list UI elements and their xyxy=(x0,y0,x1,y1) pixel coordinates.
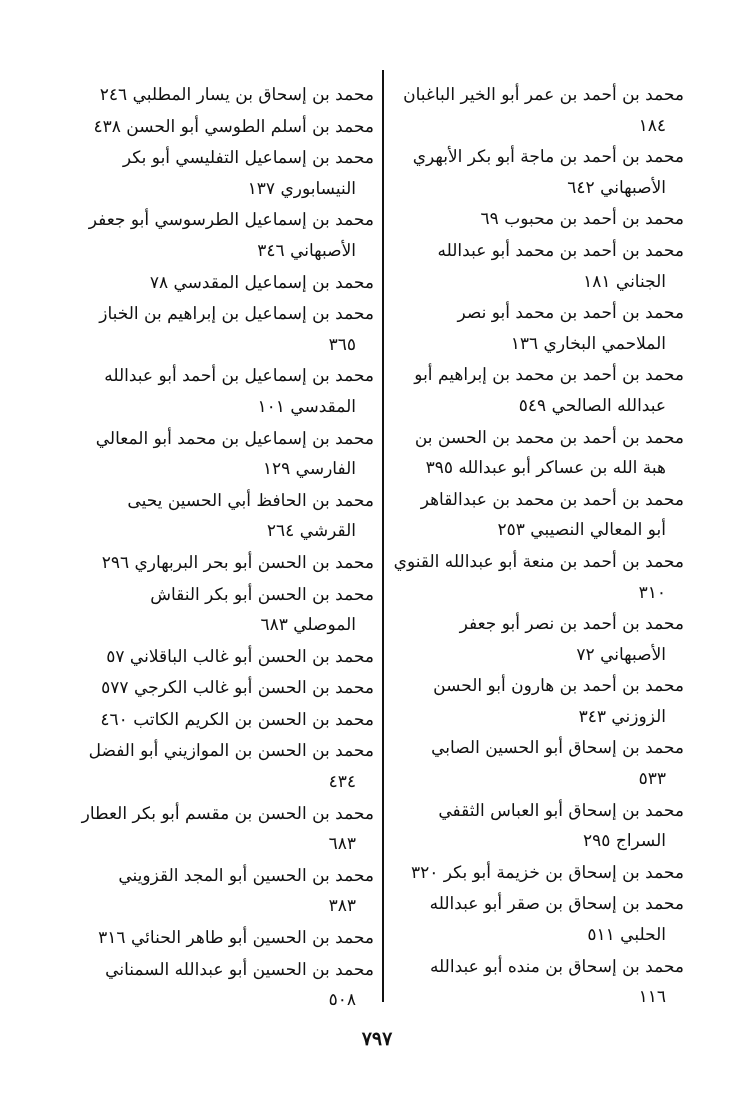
entry-continuation: الملاحمي البخاري ١٣٦ xyxy=(510,333,666,354)
entry-name: محمد بن أحمد بن نصر أبو جعفر xyxy=(459,614,684,635)
entry-name: محمد بن الحسن بن الموازيني أبو الفضل xyxy=(88,741,374,762)
entry-name: محمد بن الحسن بن مقسم أبو بكر العطار xyxy=(81,803,374,824)
entry-name: محمد بن أحمد بن محمد بن الحسن بن xyxy=(414,427,684,448)
entry-name: محمد بن الحسين أبو عبدالله السمناني xyxy=(105,959,374,980)
index-entry xyxy=(392,236,684,297)
index-entry xyxy=(392,423,684,484)
entry-continuation: الموصلي ٦٨٣ xyxy=(260,615,356,636)
index-entry xyxy=(78,861,374,922)
entry-continuation: ٣٦٥ xyxy=(328,334,356,355)
index-entry xyxy=(78,361,374,422)
entry-name: محمد بن الحسين أبو طاهر الحنائي ٣١٦ xyxy=(98,928,374,949)
index-entry xyxy=(392,609,684,670)
entry-continuation: القرشي ٢٦٤ xyxy=(266,521,356,542)
entry-name: محمد بن أحمد بن هارون أبو الحسن xyxy=(433,676,684,697)
entry-name: محمد بن أحمد بن محمد أبو نصر xyxy=(457,303,684,324)
entry-continuation: الأصبهاني ٣٤٦ xyxy=(257,240,356,261)
entry-continuation: الأصبهاني ٦٤٢ xyxy=(567,177,666,198)
entry-name: محمد بن الحسن أبو بحر البربهاري ٢٩٦ xyxy=(101,552,374,573)
index-entry xyxy=(78,268,374,299)
index-entry xyxy=(78,923,374,954)
entry-continuation: أبو المعالي النصيبي ٢٥٣ xyxy=(497,520,666,541)
entry-continuation: هبة الله بن عساكر أبو عبدالله ٣٩٥ xyxy=(425,458,666,479)
entry-continuation: الجناني ١٨١ xyxy=(583,271,666,292)
index-entry xyxy=(392,80,684,141)
entry-name: محمد بن أحمد بن محمد بن إبراهيم أبو xyxy=(414,365,684,386)
entry-name: محمد بن أسلم الطوسي أبو الحسن ٤٣٨ xyxy=(93,116,374,137)
entry-continuation: عبدالله الصالحي ٥٤٩ xyxy=(518,395,666,416)
index-entry xyxy=(392,858,684,889)
entry-name: محمد بن أحمد بن محمد أبو عبدالله xyxy=(437,240,684,261)
index-entry xyxy=(78,580,374,641)
entry-name: محمد بن إسماعيل الطرسوسي أبو جعفر xyxy=(88,210,374,231)
entry-continuation: ٥٠٨ xyxy=(328,990,356,1011)
entry-continuation: ٣١٠ xyxy=(638,582,666,603)
index-entry xyxy=(78,112,374,143)
entry-name: محمد بن إسحاق بن صقر أبو عبدالله xyxy=(429,894,684,915)
index-entry xyxy=(392,485,684,546)
entry-continuation: السراج ٢٩٥ xyxy=(583,831,666,852)
index-entry xyxy=(392,889,684,950)
index-entry xyxy=(392,298,684,359)
entry-name: محمد بن إسحاق بن منده أبو عبدالله xyxy=(429,956,684,977)
index-column-right xyxy=(392,80,684,1014)
index-entry xyxy=(78,548,374,579)
index-entry xyxy=(392,360,684,421)
entry-continuation: ٦٨٣ xyxy=(328,834,356,855)
entry-continuation: ٣٨٣ xyxy=(328,896,356,917)
index-entry xyxy=(78,486,374,547)
entry-name: محمد بن إسحاق بن خزيمة أبو بكر ٣٢٠ xyxy=(410,862,684,883)
entry-name: محمد بن الحافظ أبي الحسين يحيى xyxy=(127,490,374,511)
entry-name: محمد بن الحسين أبو المجد القزويني xyxy=(118,865,374,886)
entry-continuation: ١٨٤ xyxy=(638,115,666,136)
entry-continuation: ١١٦ xyxy=(638,987,666,1008)
entry-name: محمد بن أحمد بن منعة أبو عبدالله القنوي xyxy=(393,551,684,572)
entry-name: محمد بن إسحاق بن يسار المطلبي ٢٤٦ xyxy=(99,85,374,105)
index-column-left xyxy=(78,80,374,1017)
index-entry xyxy=(392,142,684,203)
entry-name: محمد بن أحمد بن عمر أبو الخير الباغبان xyxy=(403,85,684,105)
entry-continuation: الزوزني ٣٤٣ xyxy=(578,706,666,727)
entry-name: محمد بن إسماعيل المقدسي ٧٨ xyxy=(149,272,374,293)
index-entry xyxy=(392,671,684,732)
entry-continuation: الحلبي ٥١١ xyxy=(587,925,666,946)
entry-name: محمد بن إسماعيل بن محمد أبو المعالي xyxy=(95,428,374,449)
entry-name: محمد بن أحمد بن محبوب ٦٩ xyxy=(480,209,684,230)
entry-name: محمد بن إسحاق أبو العباس الثقفي xyxy=(438,800,684,821)
entry-name: محمد بن الحسن بن الكريم الكاتب ٤٦٠ xyxy=(100,709,374,730)
entry-continuation: النيسابوري ١٣٧ xyxy=(247,178,356,199)
index-entry xyxy=(78,955,374,1016)
index-entry xyxy=(78,736,374,797)
entry-name: محمد بن الحسن أبو غالب الكرجي ٥٧٧ xyxy=(101,678,374,699)
entry-continuation: المقدسي ١٠١ xyxy=(257,396,356,417)
column-divider xyxy=(382,70,384,1002)
index-entry xyxy=(78,80,374,111)
index-entry xyxy=(392,952,684,1013)
index-entry xyxy=(392,733,684,794)
index-entry xyxy=(78,642,374,673)
entry-name: محمد بن إسماعيل بن أحمد أبو عبدالله xyxy=(104,366,374,387)
entry-continuation: ٤٣٤ xyxy=(328,772,356,793)
index-entry xyxy=(78,799,374,860)
entry-name: محمد بن أحمد بن محمد بن عبدالقاهر xyxy=(420,489,684,510)
entry-continuation: الفارسي ١٢٩ xyxy=(262,459,356,480)
page-number: ٧٩٧ xyxy=(361,1028,393,1050)
entry-name: محمد بن الحسن أبو بكر النقاش xyxy=(150,584,374,605)
index-entry xyxy=(392,547,684,608)
entry-name: محمد بن إسحاق أبو الحسين الصابي xyxy=(431,738,684,759)
index-entry xyxy=(78,299,374,360)
entry-name: محمد بن أحمد بن ماجة أبو بكر الأبهري xyxy=(412,147,684,168)
index-entry xyxy=(78,705,374,736)
index-entry xyxy=(78,424,374,485)
index-entry xyxy=(392,796,684,857)
index-entry xyxy=(78,143,374,204)
entry-name: محمد بن إسماعيل بن إبراهيم بن الخباز xyxy=(99,304,374,325)
index-entry xyxy=(78,205,374,266)
entry-name: محمد بن الحسن أبو غالب الباقلاني ٥٧ xyxy=(106,646,374,667)
entry-continuation: ٥٣٣ xyxy=(638,769,666,790)
index-entry xyxy=(392,204,684,235)
entry-name: محمد بن إسماعيل التفليسي أبو بكر xyxy=(122,148,374,169)
index-entry xyxy=(78,673,374,704)
entry-continuation: الأصبهاني ٧٢ xyxy=(576,644,666,665)
